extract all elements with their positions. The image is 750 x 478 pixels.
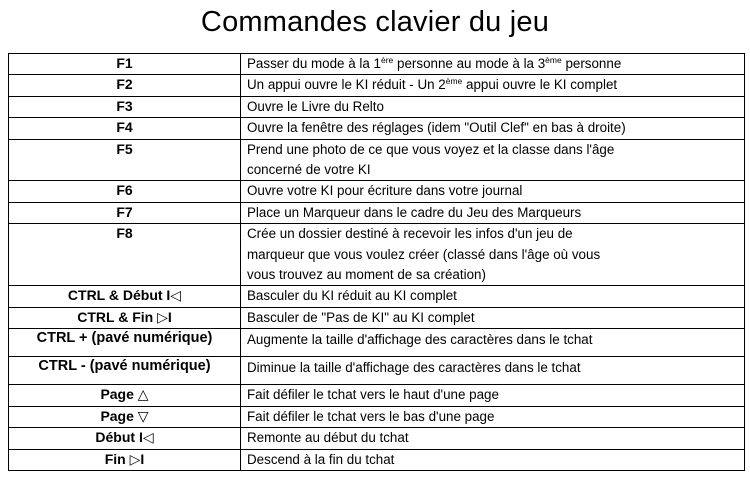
table-row bbox=[9, 118, 745, 139]
key-cell: F8 bbox=[9, 224, 241, 286]
key-cell: F1 bbox=[9, 54, 241, 75]
table-row bbox=[9, 329, 745, 357]
key-cell: F3 bbox=[9, 96, 241, 117]
description-cell: Passer du mode à la 1ère personne au mode à la 3ème personne bbox=[241, 54, 745, 75]
key-cell: F4 bbox=[9, 118, 241, 139]
table-row bbox=[9, 307, 745, 328]
key-cell: F5 bbox=[9, 139, 241, 181]
key-cell: CTRL - (pavé numérique) bbox=[9, 357, 241, 385]
table-row bbox=[9, 224, 745, 286]
key-cell: CTRL & Fin ▷I bbox=[9, 307, 241, 328]
description-cell: Crée un dossier destiné à recevoir les infos d'un jeu de marqueur que vous voulez créer (classé dans l'âge où vous vous trouvez au moment de sa création) bbox=[241, 224, 745, 286]
description-cell: Ouvre votre KI pour écriture dans votre journal bbox=[241, 181, 745, 202]
page-title: Commandes clavier du jeu bbox=[200, 6, 550, 38]
description-cell: Diminue la taille d'affichage des caractères dans le tchat bbox=[241, 357, 745, 385]
table-row bbox=[9, 428, 745, 449]
key-cell: Fin ▷I bbox=[9, 449, 241, 470]
table-row bbox=[9, 96, 745, 117]
key-cell: Début I◁ bbox=[9, 428, 241, 449]
key-cell: F7 bbox=[9, 202, 241, 223]
description-cell: Basculer du KI réduit au KI complet bbox=[241, 286, 745, 307]
description-cell: Ouvre le Livre du Relto bbox=[241, 96, 745, 117]
description-cell: Ouvre la fenêtre des réglages (idem "Outil Clef" en bas à droite) bbox=[241, 118, 745, 139]
description-cell: Fait défiler le tchat vers le haut d'une page bbox=[241, 385, 745, 406]
key-cell: CTRL + (pavé numérique) bbox=[9, 329, 241, 357]
key-cell: F2 bbox=[9, 75, 241, 96]
description-cell: Remonte au début du tchat bbox=[241, 428, 745, 449]
key-cell: Page △ bbox=[9, 385, 241, 406]
key-cell: Page ▽ bbox=[9, 406, 241, 427]
table-row bbox=[9, 449, 745, 470]
description-cell: Descend à la fin du tchat bbox=[241, 449, 745, 470]
table-row bbox=[9, 286, 745, 307]
description-cell: Un appui ouvre le KI réduit - Un 2ème appui ouvre le KI complet bbox=[241, 75, 745, 96]
table-row bbox=[9, 202, 745, 223]
table-row bbox=[9, 181, 745, 202]
table-row bbox=[9, 75, 745, 96]
description-cell: Basculer de "Pas de KI" au KI complet bbox=[241, 307, 745, 328]
table-row bbox=[9, 385, 745, 406]
description-cell: Fait défiler le tchat vers le bas d'une page bbox=[241, 406, 745, 427]
description-cell: Place un Marqueur dans le cadre du Jeu des Marqueurs bbox=[241, 202, 745, 223]
description-cell: Prend une photo de ce que vous voyez et la classe dans l'âge concerné de votre KI bbox=[241, 139, 745, 181]
keyboard-commands-table bbox=[8, 53, 745, 471]
description-cell: Augmente la taille d'affichage des caractères dans le tchat bbox=[241, 329, 745, 357]
key-cell: F6 bbox=[9, 181, 241, 202]
table-row bbox=[9, 357, 745, 385]
key-cell: CTRL & Début I◁ bbox=[9, 286, 241, 307]
table-row bbox=[9, 139, 745, 181]
table-row bbox=[9, 406, 745, 427]
table-row bbox=[9, 54, 745, 75]
